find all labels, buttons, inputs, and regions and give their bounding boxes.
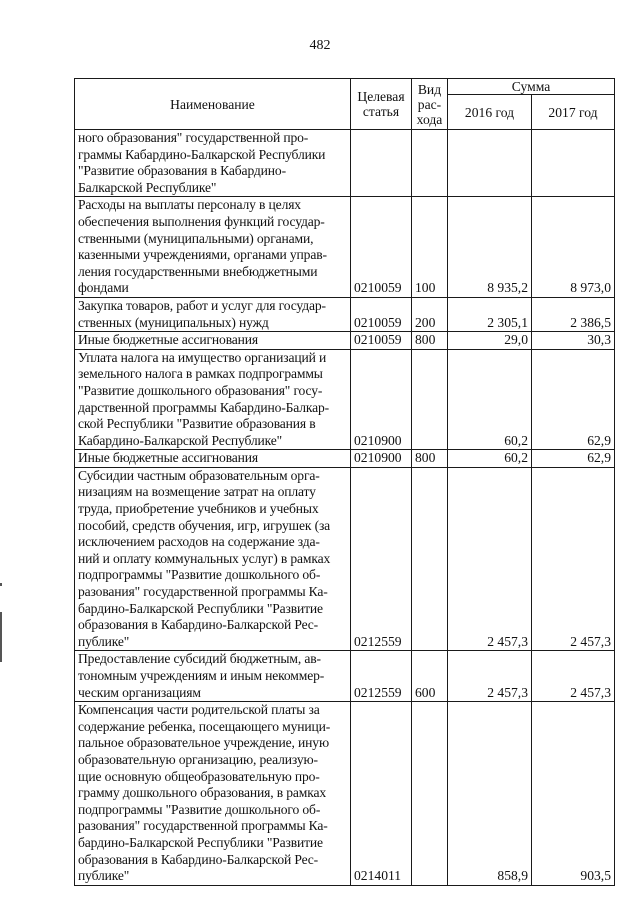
cell-expense-type: 600 — [412, 651, 448, 702]
cell-name-line: Уплата налога на имущество организаций и — [78, 349, 327, 365]
cell-name-line: публике" — [78, 868, 130, 884]
header-target-article-line: статья — [362, 104, 400, 119]
cell-name-line: Кабардино-Балкарской Республике" — [78, 432, 283, 448]
cell-target-article — [351, 130, 412, 197]
table-row — [75, 332, 615, 350]
cell-name-line: ской Республики "Развитие образования в — [78, 416, 316, 432]
cell-target-article: 0212559 — [351, 651, 412, 702]
cell-sum-2016: 60,2 — [448, 349, 532, 450]
cell-sum-2016 — [448, 130, 532, 197]
table-body — [75, 130, 615, 886]
cell-name-line: тономным учреждениям и иным некоммер- — [78, 668, 325, 683]
cell-expense-type: 200 — [412, 297, 448, 331]
cell-name-line: бардино-Балкарской Республики "Развитие — [78, 600, 323, 616]
table-row — [75, 297, 615, 331]
cell-name-line: содержание ребенка, посещающего муници- — [78, 718, 331, 734]
cell-name-line: Иные бюджетные ассигнования — [78, 450, 259, 466]
cell-name-line: щие основную общеобразовательную про- — [78, 768, 320, 784]
cell-name-line: "Развитие образования в Кабардино- — [78, 163, 286, 179]
cell-name-line: ческим организациям — [78, 684, 201, 700]
header-expense-type-line: хода — [416, 111, 443, 127]
header-sum: Сумма — [448, 79, 615, 95]
cell-name — [75, 130, 351, 197]
table-row — [75, 197, 615, 298]
header-year-2016: 2016 год — [448, 95, 532, 130]
cell-expense-type — [412, 467, 448, 651]
cell-name-line: исключением расходов на содержание зда- — [78, 534, 320, 550]
cell-name-line: Субсидии частным образовательным орга- — [78, 467, 320, 483]
scan-edge-mark — [0, 583, 2, 586]
cell-sum-2016: 29,0 — [448, 332, 532, 350]
cell-expense-type — [412, 702, 448, 886]
table-row — [75, 130, 615, 197]
cell-target-article: 0212559 — [351, 467, 412, 651]
cell-sum-2016: 2 305,1 — [448, 297, 532, 331]
cell-name — [75, 467, 351, 651]
cell-sum-2017: 8 973,0 — [532, 197, 615, 298]
cell-sum-2017: 62,9 — [532, 349, 615, 450]
cell-name-line: образования в Кабардино-Балкарской Рес- — [78, 851, 319, 867]
table-row — [75, 467, 615, 651]
cell-name-line: Предоставление субсидий бюджетным, ав- — [78, 651, 321, 667]
cell-name — [75, 651, 351, 702]
table-row — [75, 651, 615, 702]
cell-expense-type — [412, 349, 448, 450]
cell-name — [75, 197, 351, 298]
table-row — [75, 702, 615, 886]
header-target-article — [351, 79, 412, 130]
cell-name-line: бардино-Балкарской Республики "Развитие — [78, 834, 323, 850]
cell-name-line: граммы Кабардино-Балкарской Республики — [78, 146, 326, 162]
cell-target-article: 0210059 — [351, 297, 412, 331]
cell-sum-2017: 2 457,3 — [532, 651, 615, 702]
cell-expense-type: 100 — [412, 197, 448, 298]
cell-name-line: образовательную организацию, реализую- — [78, 751, 318, 767]
cell-sum-2017: 2 386,5 — [532, 297, 615, 331]
cell-sum-2017: 30,3 — [532, 332, 615, 350]
header-expense-type-line: Вид — [417, 81, 442, 97]
cell-name-line: Балкарской Республике" — [78, 179, 217, 195]
cell-name — [75, 702, 351, 886]
cell-name-line: Расходы на выплаты персоналу в целях — [78, 197, 301, 213]
cell-name-line: ний и оплату коммунальных услуг) в рамках — [78, 550, 331, 566]
cell-name-line: подпрограммы "Развитие дошкольного об- — [78, 801, 321, 817]
cell-name-line: ственных (муниципальных) нужд — [78, 314, 269, 330]
table-row — [75, 349, 615, 450]
cell-name — [75, 349, 351, 450]
cell-name-line: подпрограммы "Развитие дошкольного об- — [78, 567, 321, 583]
cell-name-line: публике" — [78, 633, 130, 649]
cell-name-line: образования в Кабардино-Балкарской Рес- — [78, 617, 319, 633]
cell-sum-2016: 2 457,3 — [448, 467, 532, 651]
cell-name-line: обеспечения выполнения функций государ- — [78, 213, 325, 229]
cell-sum-2017: 2 457,3 — [532, 467, 615, 651]
cell-name-line: ления государственными внебюджетными — [78, 263, 318, 279]
header-target-article-line: Целевая — [357, 89, 405, 104]
cell-sum-2016: 8 935,2 — [448, 197, 532, 298]
cell-expense-type: 800 — [412, 332, 448, 350]
cell-name-line: низациям на возмещение затрат на оплату — [78, 484, 316, 500]
table-row — [75, 450, 615, 468]
cell-name-line: труда, приобретение учебников и учебных — [78, 501, 319, 517]
cell-name-line: пособий, средств обучения, игр, игрушек (за — [78, 517, 331, 533]
cell-name-line: дарственной программы Кабардино-Балкар- — [78, 399, 330, 415]
table-header — [75, 79, 615, 130]
cell-name — [75, 297, 351, 331]
cell-sum-2016: 60,2 — [448, 450, 532, 468]
cell-name-line: ного образования" государственной про- — [78, 130, 309, 145]
cell-name-line: разования" государственной программы Ка- — [78, 584, 328, 600]
cell-expense-type — [412, 130, 448, 197]
cell-sum-2017: 903,5 — [532, 702, 615, 886]
cell-name — [75, 332, 351, 350]
header-year-2017: 2017 год — [532, 95, 615, 130]
cell-sum-2017 — [532, 130, 615, 197]
cell-sum-2016: 858,9 — [448, 702, 532, 886]
header-name: Наименование — [75, 79, 351, 130]
page-number: 482 — [309, 38, 331, 53]
cell-sum-2016: 2 457,3 — [448, 651, 532, 702]
cell-name-line: "Развитие дошкольного образования" госу- — [78, 382, 323, 398]
cell-target-article: 0210900 — [351, 349, 412, 450]
header-expense-type — [412, 79, 448, 130]
cell-sum-2017: 62,9 — [532, 450, 615, 468]
cell-target-article: 0210900 — [351, 450, 412, 468]
cell-name-line: земельного налога в рамках подпрограммы — [78, 366, 323, 382]
cell-name-line: фондами — [78, 280, 129, 296]
cell-name-line: Иные бюджетные ассигнования — [78, 332, 259, 348]
cell-name-line: Закупка товаров, работ и услуг для государ- — [78, 297, 326, 313]
cell-name-line: казенными учреждениями, органами управ- — [78, 247, 327, 263]
cell-target-article: 0214011 — [351, 702, 412, 886]
cell-name-line: грамму дошкольного образования, в рамках — [78, 785, 326, 801]
budget-table — [74, 78, 615, 886]
cell-target-article: 0210059 — [351, 332, 412, 350]
cell-name-line: Компенсация части родительской платы за — [78, 702, 320, 718]
cell-name-line: пальное образовательное учреждение, иную — [78, 735, 329, 751]
scan-edge-mark — [0, 612, 2, 662]
cell-expense-type: 800 — [412, 450, 448, 468]
cell-target-article: 0210059 — [351, 197, 412, 298]
cell-name-line: ственными (муниципальными) органами, — [78, 230, 314, 246]
header-expense-type-line: рас- — [417, 96, 442, 112]
cell-name-line: разования" государственной программы Ка- — [78, 818, 328, 834]
cell-name — [75, 450, 351, 468]
